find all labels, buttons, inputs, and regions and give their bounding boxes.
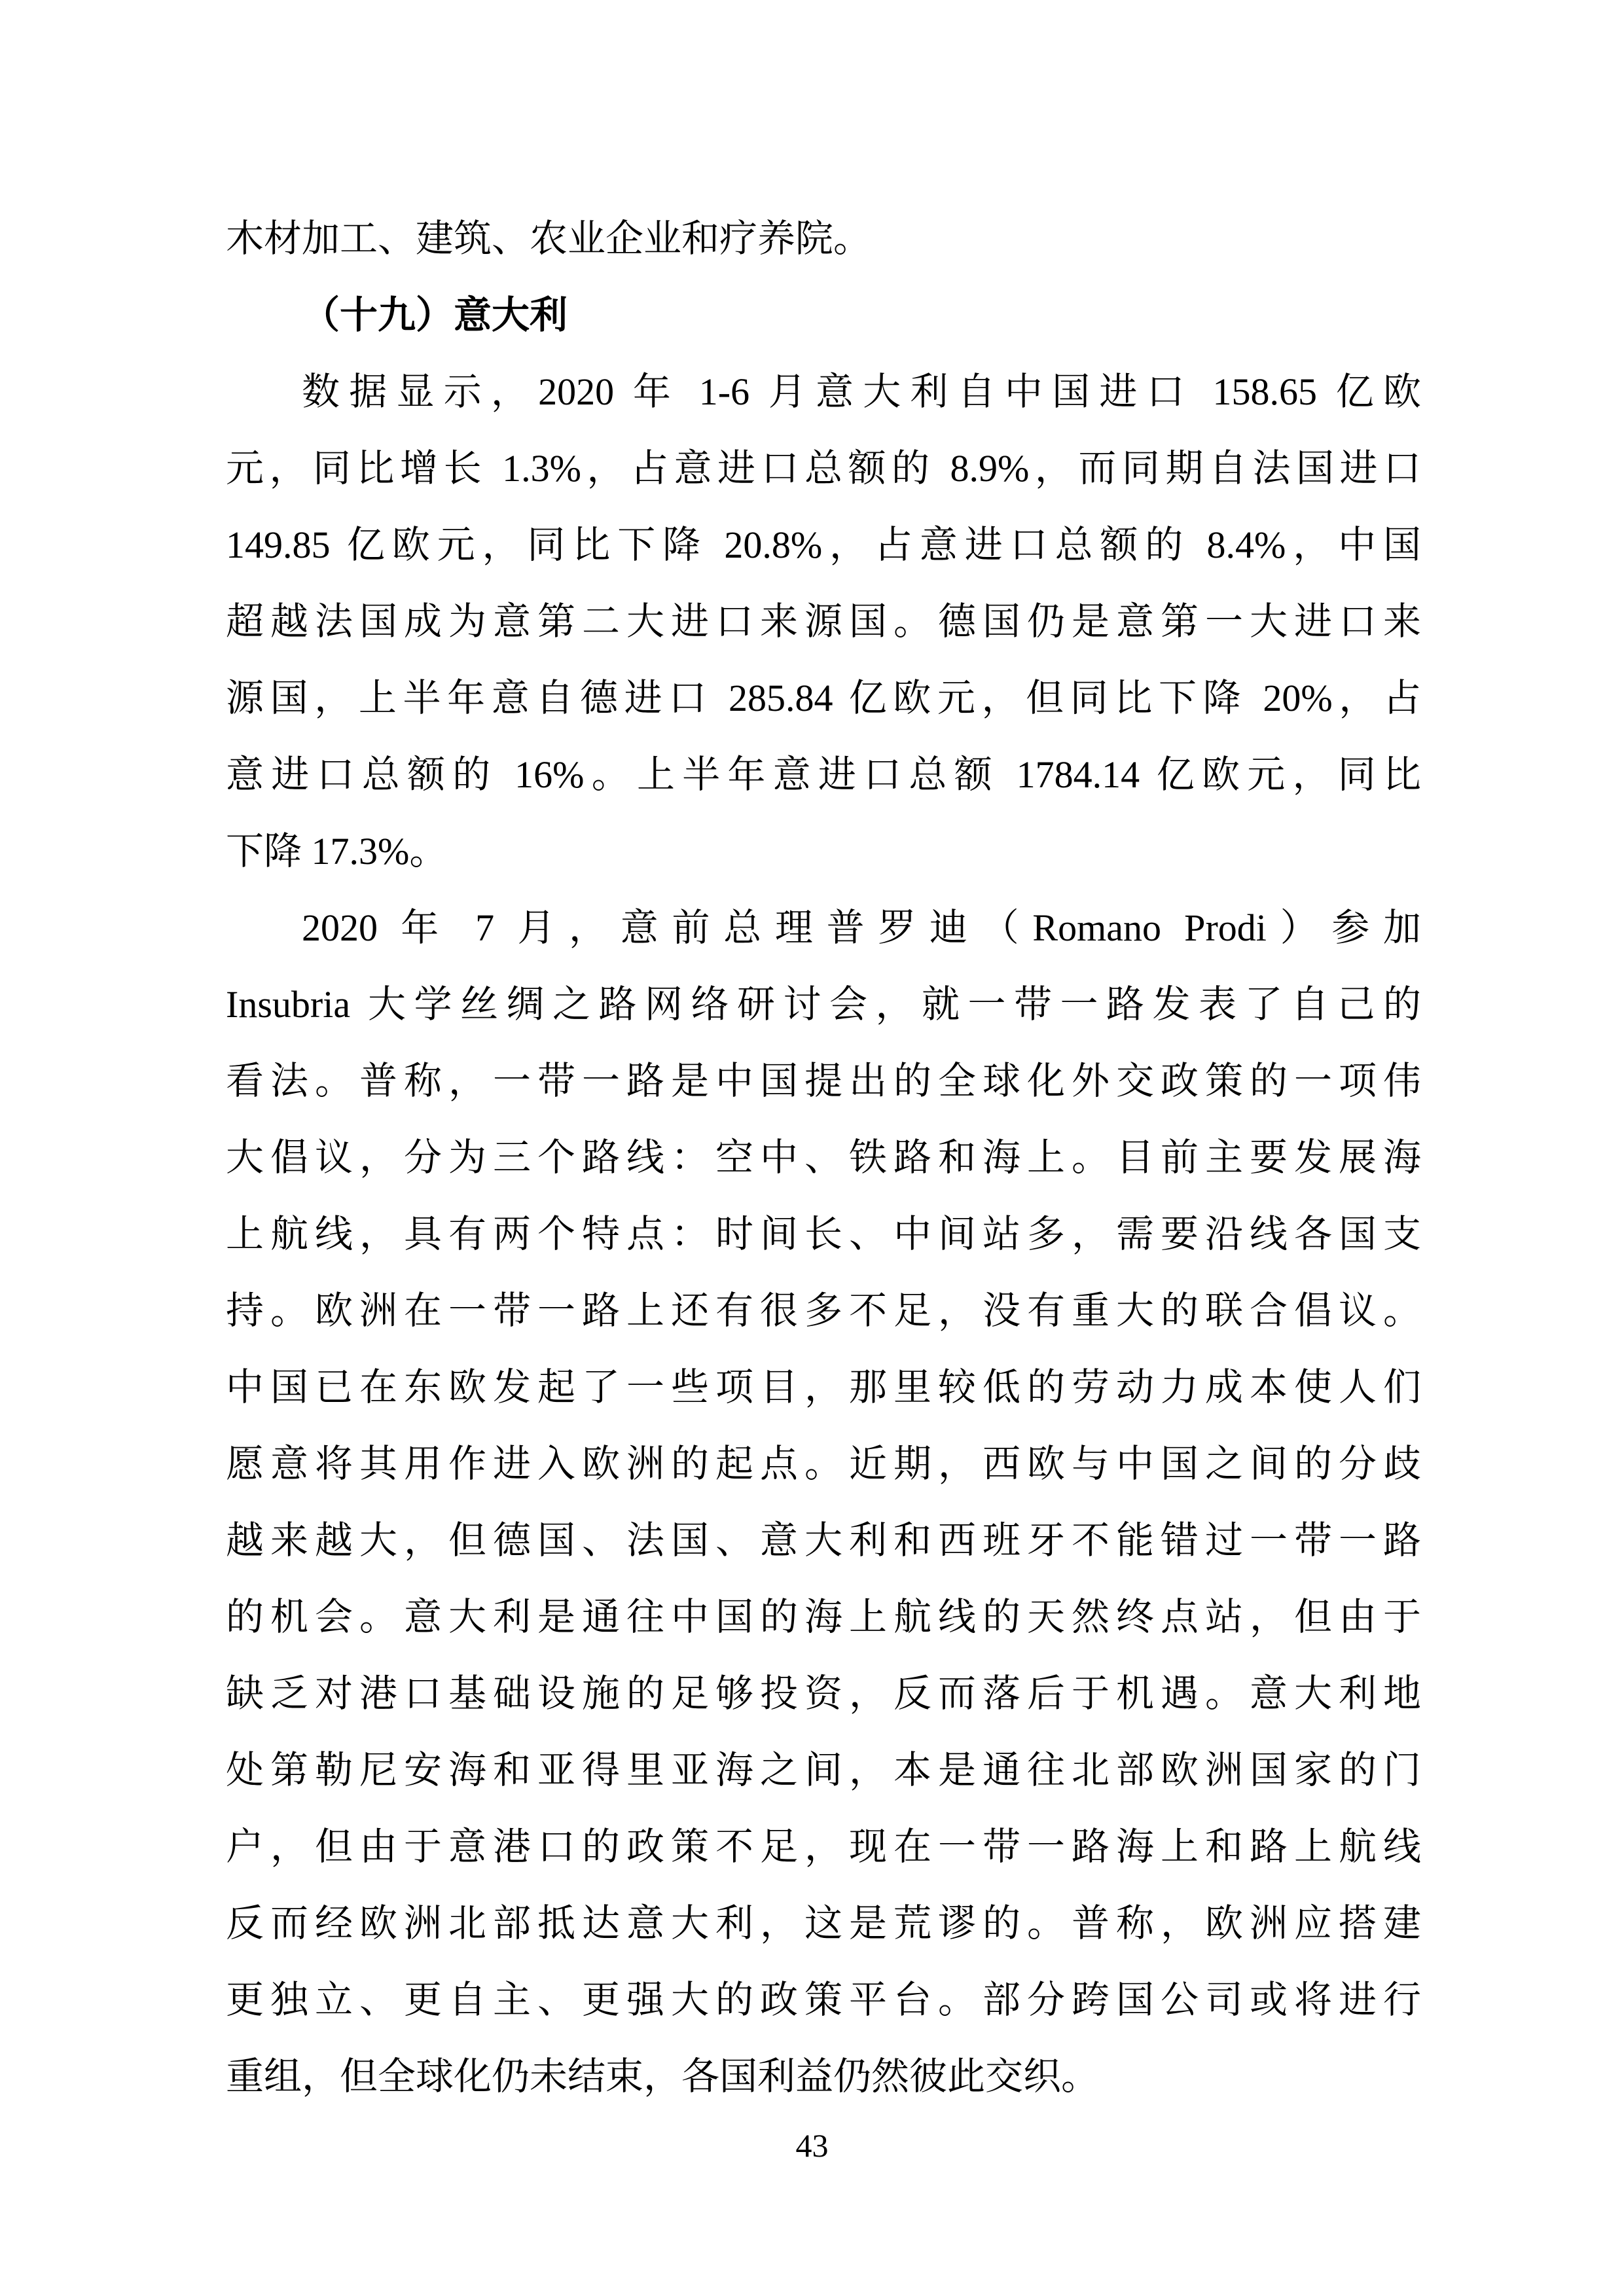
text-line: 户，但由于意港口的政策不足，现在一带一路海上和路上航线 (226, 1825, 1421, 1868)
text-line: 持。欧洲在一带一路上还有很多不足，没有重大的联合倡议。 (226, 1289, 1421, 1332)
text-line: 重组，但全球化仍未结束，各国利益仍然彼此交织。 (226, 2055, 1100, 2098)
page-number: 43 (795, 2127, 829, 2164)
text-line: Insubria 大学丝绸之路网络研讨会，就一带一路发表了自己的 (226, 983, 1421, 1026)
text-line: 大倡议，分为三个路线：空中、铁路和海上。目前主要发展海 (226, 1136, 1421, 1179)
section-heading: （十九）意大利 (302, 294, 568, 336)
text-line: 元，同比增长 1.3%，占意进口总额的 8.9%，而同期自法国进口 (226, 447, 1421, 490)
text-line: 缺乏对港口基础设施的足够投资，反而落后于机遇。意大利地 (226, 1672, 1421, 1715)
page-footer (0, 2125, 1624, 2166)
text-line: 源国，上半年意自德进口 285.84 亿欧元，但同比下降 20%，占 (226, 677, 1421, 719)
text-line: 看法。普称，一带一路是中国提出的全球化外交政策的一项伟 (226, 1060, 1421, 1102)
text-line: 反而经欧洲北部抵达意大利，这是荒谬的。普称，欧洲应搭建 (226, 1902, 1421, 1945)
text-line: 越来越大，但德国、法国、意大利和西班牙不能错过一带一路 (226, 1519, 1421, 1562)
text-line: 意进口总额的 16%。上半年意进口总额 1784.14 亿欧元，同比 (226, 753, 1421, 796)
text-line: 上航线，具有两个特点：时间长、中间站多，需要沿线各国支 (226, 1213, 1421, 1255)
text-line: 木材加工、建筑、农业企业和疗养院。 (226, 217, 872, 260)
text-line: 下降 17.3%。 (226, 830, 448, 872)
text-line: 更独立、更自主、更强大的政策平台。部分跨国公司或将进行 (226, 1979, 1421, 2021)
text-line: 愿意将其用作进入欧洲的起点。近期，西欧与中国之间的分歧 (226, 1443, 1421, 1485)
text-line: 数据显示，2020 年 1-6 月意大利自中国进口 158.65 亿欧 (302, 370, 1421, 413)
document-body (226, 200, 1421, 2115)
text-line: 超越法国成为意第二大进口来源国。德国仍是意第一大进口来 (226, 600, 1421, 643)
text-line: 2020 年 7 月，意前总理普罗迪（Romano Prodi）参加 (302, 906, 1421, 949)
text-line: 处第勒尼安海和亚得里亚海之间，本是通往北部欧洲国家的门 (226, 1749, 1421, 1791)
text-line: 149.85 亿欧元，同比下降 20.8%，占意进口总额的 8.4%，中国 (226, 524, 1421, 566)
text-line: 的机会。意大利是通往中国的海上航线的天然终点站，但由于 (226, 1596, 1421, 1638)
text-line: 中国已在东欧发起了一些项目，那里较低的劳动力成本使人们 (226, 1366, 1421, 1408)
